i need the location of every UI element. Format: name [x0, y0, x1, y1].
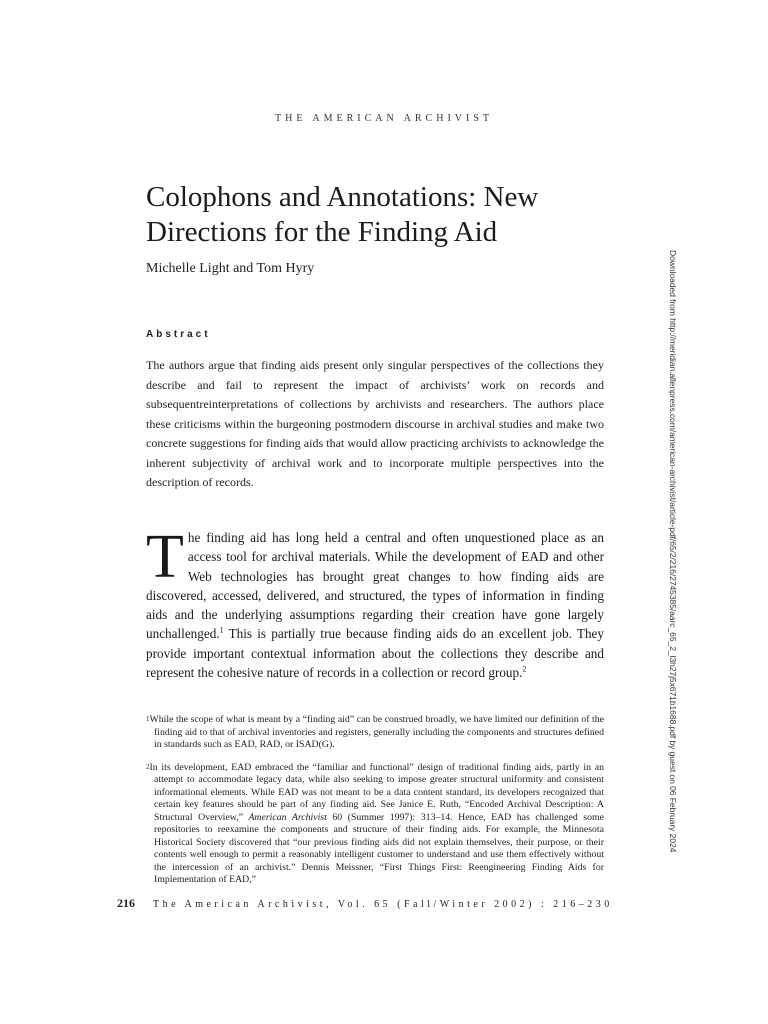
footnote-text: 60 (Summer 1997): 313–14. Hence, EAD has challenged some repositories to reexamine the components and structure of their finding aids. For example, the Minnesota Historical Society discovered that “our previous finding aids did not explain themselves, their purpose, or their contents well enough to permit a reasonably intelligent customer to understand and use them effectively without the intercession of an archivist.” Dennis Meissner, “First Things First: Reengineering Finding Aids for Implementation of EAD,”: [154, 811, 604, 885]
download-stamp[interactable]: Downloaded from http://meridian.allenpress.com/american-archivist/article-pdf/65/2/216/2745385/aarc_65_2_l3h27j5x671b1688.pdf by guest on 06 February 2024: [668, 250, 678, 853]
footnote-number: 1: [146, 715, 150, 723]
abstract-text: The authors argue that finding aids present only singular perspectives of the collections they describe and fail to represent the impact of archivists’ work on records and subsequentreinterpretations of collections by archivists and researchers. The authors place these criticisms within the burgeoning postmodern discourse in archival studies and make two concrete suggestions for finding aids that would allow practicing archivists to acknowledge the inherent subjectivity of archival work and to incorporate multiple perspectives into the description of records.: [146, 358, 604, 489]
body-paragraph: [146, 523, 604, 682]
body-text-part2: This is partially true because finding aids do an excellent job. They provide important contextual information about the collections they describe and represent the cohesive nature of records in a collection or record group.: [146, 626, 604, 681]
footnote-ref-1[interactable]: 1: [219, 626, 224, 636]
footer-citation: The American Archivist, Vol. 65 (Fall/Winter 2002) : 216–230: [153, 899, 613, 910]
footnote-ref-2[interactable]: 2: [522, 664, 527, 674]
footnote-1: [146, 714, 604, 752]
body-text-part1: he finding aid has long held a central and often unquestioned place as an access tool for archival materials. While the development of EAD and other Web technologies has brought great changes to how finding aids are discovered, accessed, delivered, and structured, the types of information in finding aids and the underlying assumptions regarding their creation have gone largely unchallenged.: [146, 530, 604, 642]
footnote-number: 2: [146, 762, 150, 771]
journal-title: American Archivist: [248, 811, 327, 823]
page-footer: [117, 896, 613, 911]
article-authors: Michelle Light and Tom Hyry: [146, 261, 315, 276]
article-title: Colophons and Annotations: New Directions for the Finding Aid: [146, 181, 539, 248]
drop-cap: T: [146, 523, 184, 591]
footnotes: [146, 714, 604, 897]
abstract-heading: Abstract: [146, 329, 211, 340]
footnote-text: While the scope of what is meant by a “finding aid” can be construed broadly, we have limited our definition of the finding aid to that of archival inventories and registers, generally including the components and structures defined in standards such as EAD, RAD, or ISAD(G).: [149, 714, 604, 750]
page-number: 216: [117, 896, 135, 910]
footnote-2: [146, 762, 604, 887]
running-head: THE AMERICAN ARCHIVIST: [274, 113, 493, 124]
footnote-text: In its development, EAD embraced the “familiar and functional” design of traditional finding aids, partly in an attempt to accommodate legacy data, while also seeking to impose greater structural uniformity and consistent informational elements. While EAD was not meant to be a data content standard, its developers recognized that certain key features should be part of any finding aid. See Janice E. Ruth, “Encoded Archival Description: A Structural Overview,”: [149, 761, 604, 823]
